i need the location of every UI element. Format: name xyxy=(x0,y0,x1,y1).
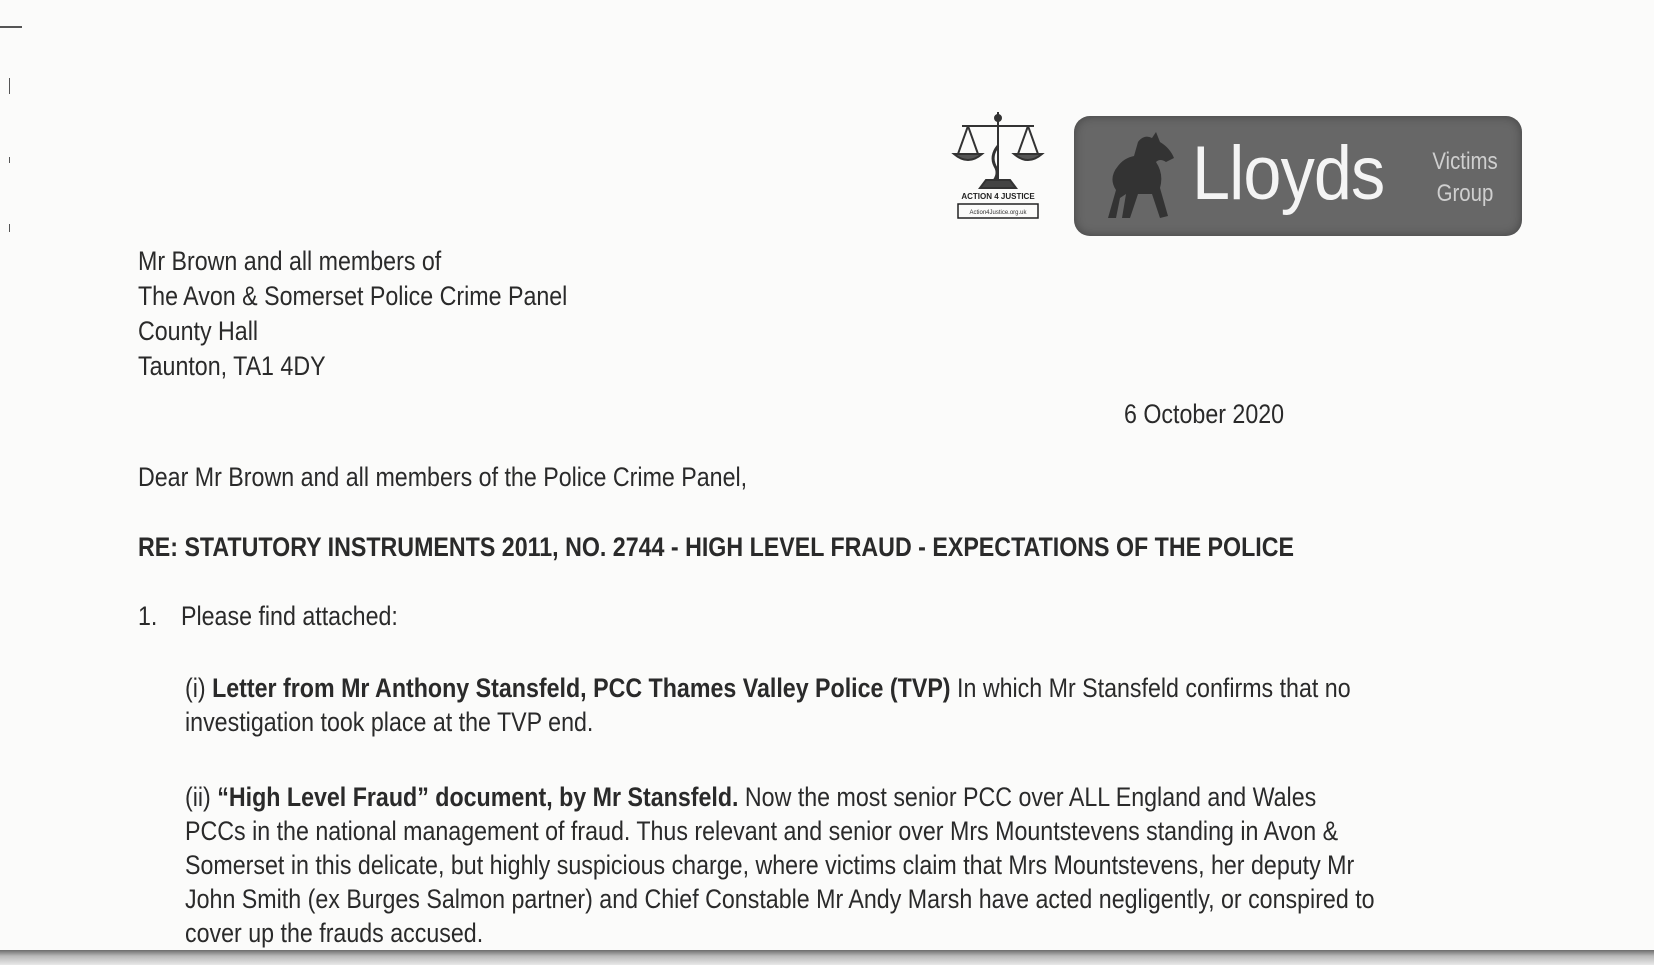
action-justice-logo xyxy=(948,108,1048,228)
address-line: Mr Brown and all members of xyxy=(138,246,442,276)
salutation: Dear Mr Brown and all members of the Police Crime Panel, xyxy=(138,462,748,492)
black-horse-icon xyxy=(1094,128,1186,224)
list-item-1 xyxy=(138,599,398,634)
scan-mark xyxy=(9,78,10,94)
letter-date: 6 October 2020 xyxy=(1124,399,1285,429)
attachment-text: investigation took place at the TVP end. xyxy=(185,707,594,737)
attachment-text: cover up the frauds accused. xyxy=(185,918,484,948)
recipient-address xyxy=(138,244,567,384)
subject-line: RE: STATUTORY INSTRUMENTS 2011, NO. 2744 - HIGH LEVEL FRAUD - EXPECTATIONS OF THE POLICE xyxy=(138,532,1295,562)
scales-of-justice-icon xyxy=(948,108,1048,228)
attachment-i xyxy=(185,671,1351,739)
action-justice-text: ACTION 4 JUSTICE xyxy=(961,192,1035,201)
attachment-text: In which Mr Stansfeld confirms that no xyxy=(950,673,1351,703)
lloyds-sub-victims: Victims xyxy=(1432,148,1498,175)
action-justice-url: Action4Justice.org.uk xyxy=(969,210,1027,216)
attachment-title: Letter from Mr Anthony Stansfeld, PCC Thames Valley Police (TVP) xyxy=(212,673,951,703)
address-line: Taunton, TA1 4DY xyxy=(138,351,326,381)
attachment-text: John Smith (ex Burges Salmon partner) and Chief Constable Mr Andy Marsh have acted negligently, or conspired to xyxy=(185,884,1375,914)
attachment-text: Somerset in this delicate, but highly suspicious charge, where victims claim that Mrs Mountstevens, her deputy Mr xyxy=(185,850,1355,880)
list-item-text: Please find attached: xyxy=(181,601,398,631)
scan-mark xyxy=(9,157,10,163)
address-line: County Hall xyxy=(138,316,259,346)
attachment-label: (ii) xyxy=(185,782,218,812)
lloyds-name: Lloyds xyxy=(1192,131,1385,216)
scan-mark xyxy=(9,224,10,232)
page-fold-shadow xyxy=(0,950,1654,965)
address-line: The Avon & Somerset Police Crime Panel xyxy=(138,281,568,311)
lloyds-victims-group-logo xyxy=(1074,116,1522,236)
attachment-title: “High Level Fraud” document, by Mr Stansfeld. xyxy=(217,782,739,812)
attachment-label: (i) xyxy=(185,673,213,703)
attachment-text: PCCs in the national management of fraud. Thus relevant and senior over Mrs Mountstevens standing in Avon & xyxy=(185,816,1339,846)
list-item-number: 1. xyxy=(138,601,158,631)
lloyds-sub-group: Group xyxy=(1436,180,1494,207)
attachment-ii xyxy=(185,780,1375,950)
scan-mark xyxy=(0,26,22,28)
attachment-text: Now the most senior PCC over ALL England and Wales xyxy=(738,782,1317,812)
